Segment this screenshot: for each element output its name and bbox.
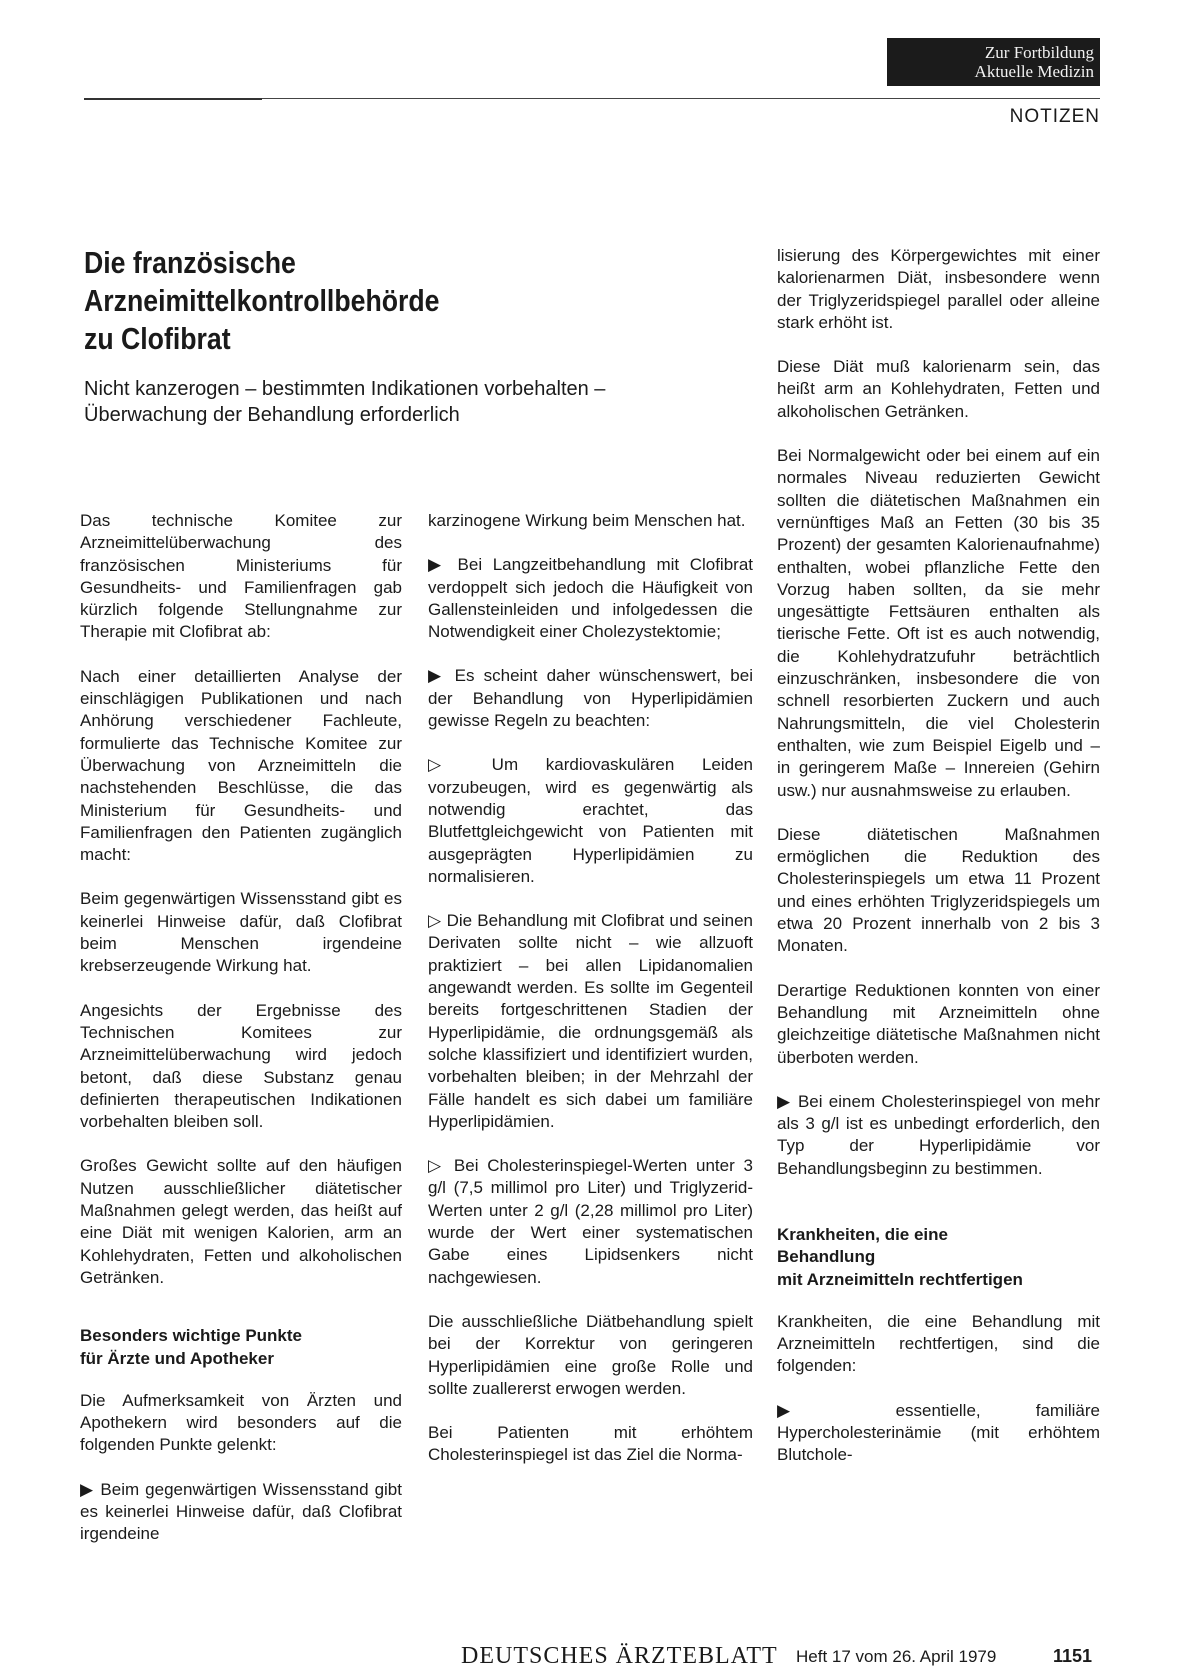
paragraph: lisierung des Körpergewichtes mit einer kalorienarmen Diät, insbesondere wenn der Triglyzeridspiegel parallel oder alleine stark erhöht ist. <box>777 246 1100 332</box>
subheading-line: Besonders wichtige Punkte <box>80 1326 302 1346</box>
paragraph: Nach einer detaillierten Analyse der einschlägigen Publikationen und nach Anhörung verschiedener Fachleute, formulierte das Technische Komitee zur Überwachung von Arzneimitteln die nachstehenden Beschlüsse, die das Ministerium für Gesundheits- und Familienfragen den Patienten zugänglich macht: <box>80 666 402 865</box>
paragraph: Krankheiten, die eine Behandlung mit Arzneimitteln rechtfertigen, sind die folgenden: <box>777 1311 1100 1376</box>
text-column-2 <box>428 510 753 1489</box>
header-rule-thin <box>262 98 1100 99</box>
paragraph: Großes Gewicht sollte auf den häufigen Nutzen ausschließlicher diätetischer Maßnahmen gelegt werden, das heißt auf eine Diät mit wenigen Kalorien, arm an Kohlehydraten, Fetten und alkoholischen Getränken. <box>80 1156 402 1287</box>
issue-info: Heft 17 vom 26. April 1979 <box>796 1647 997 1666</box>
section-label <box>887 38 1100 86</box>
paragraph: Die ausschließliche Diätbehandlung spielt bei der Korrektur von geringeren Hyperlipidämien eine große Rolle und sollte zuallererst erwogen werden. <box>428 1311 753 1398</box>
subheading-line: Krankheiten, die eine <box>777 1224 948 1244</box>
paragraph: Beim gegenwärtigen Wissensstand gibt es keinerlei Hinweise dafür, daß Clofibrat beim Menschen irgendeine krebserzeugende Wirkung hat. <box>80 889 402 976</box>
paragraph: Derartige Reduktionen konnten von einer Behandlung mit Arzneimitteln ohne gleichzeitige diätetische Maßnahmen nicht überboten werden. <box>777 980 1100 1067</box>
category-label: NOTIZEN <box>1009 106 1100 127</box>
bullet-paragraph: ▶ essentielle, familiäre Hypercholesterinämie (mit erhöhtem Blutchole- <box>777 1400 1100 1465</box>
paragraph: Bei Patienten mit erhöhtem Cholesterinspiegel ist das Ziel die Norma- <box>428 1423 753 1465</box>
section-label-line2: Aktuelle Medizin <box>974 62 1094 81</box>
bullet-paragraph: ▷ Die Behandlung mit Clofibrat und seinen Derivaten sollte nicht – wie allzuoft praktiziert – bei allen Lipidanomalien angewandt werden. Es sollte im Gegenteil bereits fortgeschrittenen Stadien der Hyperlipidämie, die ordnungsgemäß als solche klassifiziert und identifiziert wurden, vorbehalten bleiben; in der Mehrzahl der Fälle handelt es sich dabei um familiäre Hyperlipidämien. <box>428 911 753 1131</box>
section-subheading <box>80 1325 402 1370</box>
bullet-paragraph: ▷ Um kardiovaskulären Leiden vorzubeugen, wird es gegenwärtig als notwendig erachtet, das Blutfettgleichgewicht von Patienten mit ausgeprägten Hyperlipidämien zu normalisieren. <box>428 755 753 886</box>
paragraph: Die Aufmerksamkeit von Ärzten und Apothekern wird besonders auf die folgenden Punkte gelenkt: <box>80 1390 402 1455</box>
paragraph: Angesichts der Ergebnisse des Technischen Komitees zur Arzneimittelüberwachung wird jedoch betont, daß diese Substanz genau definierten therapeutischen Indikationen vorbehalten bleiben soll. <box>80 1000 402 1132</box>
text-column-3 <box>777 245 1100 1489</box>
subheading-line: Behandlung <box>777 1247 876 1267</box>
bullet-paragraph: ▶ Beim gegenwärtigen Wissensstand gibt es keinerlei Hinweise dafür, daß Clofibrat irgendeine <box>80 1479 402 1544</box>
article-subtitle-line1: Nicht kanzerogen – bestimmten Indikationen vorbehalten – <box>84 378 606 400</box>
header-rule-thick <box>84 98 262 100</box>
section-label-line1: Zur Fortbildung <box>984 43 1094 62</box>
page-number: 1151 <box>1053 1646 1093 1666</box>
paragraph: Das technische Komitee zur Arzneimittelüberwachung des französischen Ministeriums für Gesundheits- und Familienfragen gab kürzlich folgende Stellungnahme zur Therapie mit Clofibrat ab: <box>80 511 402 642</box>
bullet-paragraph: ▶ Bei einem Cholesterinspiegel von mehr als 3 g/l ist es unbedingt erforderlich, den Typ der Hyperlipidämie vor Behandlungsbeginn zu bestimmen. <box>777 1091 1100 1178</box>
bullet-paragraph: ▶ Es scheint daher wünschenswert, bei der Behandlung von Hyperlipidämien gewisse Regeln zu beachten: <box>428 666 753 731</box>
section-subheading <box>777 1224 1100 1291</box>
paragraph: Bei Normalgewicht oder bei einem auf ein normales Niveau reduzierten Gewicht sollten die diätetischen Maßnahmen ein vernünftiges Maß an Fetten (30 bis 35 Prozent) der gesamten Kalorienaufnahme) enthalten, wobei pflanzliche Fette den Vorzug haben sollten, da sie mehr ungesättigte Fettsäuren enthalten als tierische Fette. Oft ist es auch notwendig, die Kohlehydratzufuhr beträchtlich einzuschränken, insbesondere die von schnell resorbierten Zuckern und auch Nahrungsmitteln, die viel Cholesterin enthalten, wie zum Beispiel Eigelb und – in geringerem Maße – Innereien (Gehirn usw.) nur ausnahmsweise zu erlauben. <box>777 446 1100 800</box>
article-title-line1: Die französische Arzneimittelkontrollbehörde <box>84 245 440 318</box>
article-subtitle-line2: Überwachung der Behandlung erforderlich <box>84 404 460 426</box>
bullet-paragraph: ▶ Bei Langzeitbehandlung mit Clofibrat verdoppelt sich jedoch die Häufigkeit von Gallensteinleiden und infolgedessen die Notwendigkeit einer Cholezystektomie; <box>428 555 753 642</box>
journal-name: DEUTSCHES ÄRZTEBLATT <box>461 1643 778 1669</box>
article-subtitle <box>84 376 704 428</box>
paragraph: Diese diätetischen Maßnahmen ermöglichen die Reduktion des Cholesterinspiegels um etwa 11 Prozent und eines erhöhten Triglyzeridspiegels um etwa 20 Prozent innerhalb von 2 bis 3 Monaten. <box>777 824 1100 956</box>
bullet-paragraph: ▷ Bei Cholesterinspiegel-Werten unter 3 g/l (7,5 millimol pro Liter) und Triglyzerid-Werten unter 2 g/l (2,28 millimol pro Liter) wurde der Wert einer systematischen Gabe eines Lipidsenkers nicht nachgewiesen. <box>428 1156 753 1287</box>
paragraph: Diese Diät muß kalorienarm sein, das heißt arm an Kohlehydraten, Fetten und alkoholischen Getränken. <box>777 357 1100 421</box>
subheading-line: mit Arzneimitteln rechtfertigen <box>777 1269 1023 1289</box>
text-column-1 <box>80 510 402 1568</box>
article-title-line2: zu Clofibrat <box>84 321 231 356</box>
subheading-line: für Ärzte und Apotheker <box>80 1348 274 1368</box>
paragraph: karzinogene Wirkung beim Menschen hat. <box>428 511 746 530</box>
article-title <box>84 244 652 358</box>
